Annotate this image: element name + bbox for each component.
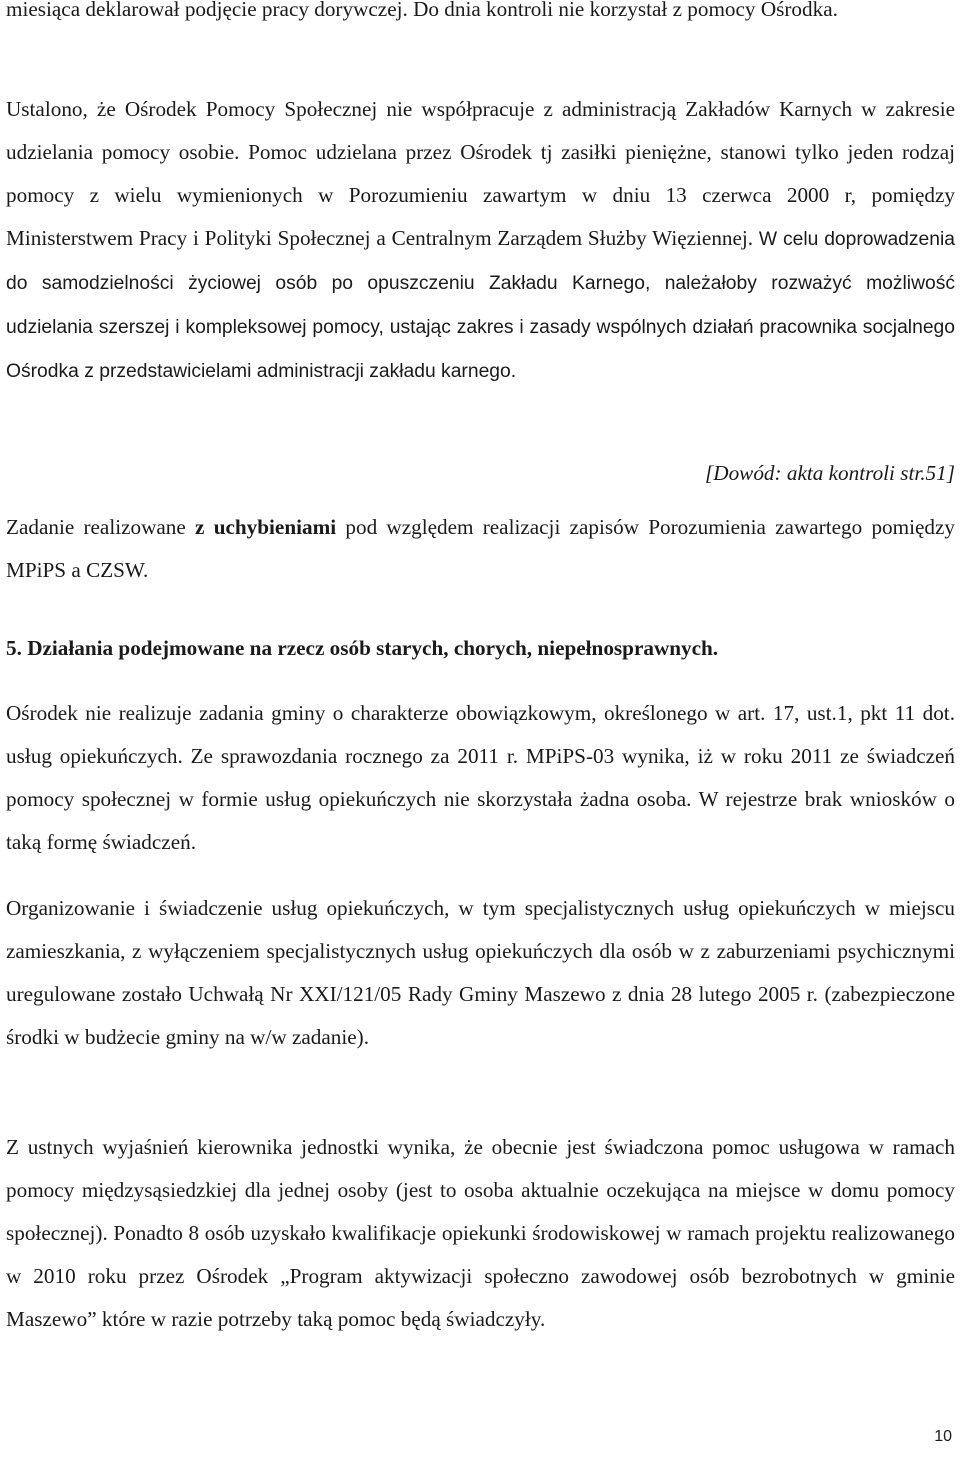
- section-heading-text: 5. Działania podejmowane na rzecz osób starych, chorych, niepełnosprawnych.: [6, 636, 719, 660]
- paragraph-continuation: [6, 0, 955, 31]
- paragraph-text: Organizowanie i świadczenie usług opiekuńczych, w tym specjalistycznych usług opiekuńczych w miejscu zamieszkania, z wyłączeniem specjalistycznych usług opiekuńczych dla osób w z zaburzeniami psychicznymi uregulowane zostało Uchwałą Nr XXI/121/05 Rady Gminy Maszewo z dnia 28 lutego 2005 r. (zabezpieczone środki w budżecie gminy na w/w zadanie).: [6, 896, 955, 1049]
- evidence-reference: [6, 452, 955, 495]
- paragraph-text: miesiąca deklarował podjęcie pracy dorywczej. Do dnia kontroli nie korzystał z pomocy Ośrodka.: [6, 0, 838, 21]
- page-number: 10: [934, 1428, 952, 1445]
- paragraph-text-serif: Ustalono, że Ośrodek Pomocy Społecznej nie współpracuje z administracją Zakładów Karnych w zakresie udzielania pomocy osobie. Pomoc udzielana przez Ośrodek tj zasiłki pieniężne, stanowi tylko jeden rodzaj pomocy z wielu wymienionych w Porozumieniu zawartym w dniu 13 czerwca 2000 r, pomiędzy Ministerstwem Pracy i Polityki Społecznej a Centralnym Zarządem Służby Więziennej.: [6, 97, 955, 250]
- paragraph-conclusion: [6, 506, 955, 592]
- evidence-text: [Dowód: akta kontroli str.51]: [705, 461, 955, 485]
- paragraph-explanations: [6, 1126, 955, 1341]
- paragraph-text: Z ustnych wyjaśnień kierownika jednostki wynika, że obecnie jest świadczona pomoc usługowa w ramach pomocy międzysąsiedzkiej dla jednej osoby (jest to osoba aktualnie oczekująca na miejsce w domu pomocy społecznej). Ponadto 8 osób uzyskało kwalifikacje opiekunki środowiskowej w ramach projektu realizowanego w 2010 roku przez Ośrodek „Program aktywizacji społeczno zawodowej osób bezrobotnych w gminie Maszewo” które w razie potrzeby taką pomoc będą świadczyły.: [6, 1135, 955, 1331]
- conclusion-bold-finding: z uchybieniami: [195, 515, 337, 539]
- paragraph-care-services: [6, 692, 955, 864]
- conclusion-text-start: Zadanie realizowane: [6, 515, 196, 539]
- paragraph-text-sans: W celu doprowadzenia do samodzielności życiowej osób po opuszczeniu Zakładu Karnego, należałoby rozważyć możliwość udzielania szerszej i kompleksowej pomocy, ustając zakres i zasady wspólnych działań pracownika socjalnego Ośrodka z przedstawicielami administracji zakładu karnego.: [6, 229, 955, 382]
- conclusion-text-end: pod względem realizacji zapisów Porozumienia zawartego pomiędzy MPiPS a CZSW.: [6, 515, 955, 582]
- paragraph-text: Ośrodek nie realizuje zadania gminy o charakterze obowiązkowym, określonego w art. 17, ust.1, pkt 11 dot. usług opiekuńczych. Ze sprawozdania rocznego za 2011 r. MPiPS-03 wynika, iż w roku 2011 ze świadczeń pomocy społecznej w formie usług opiekuńczych nie skorzystała żadna osoba. W rejestrze brak wniosków o taką formę świadczeń.: [6, 701, 955, 854]
- section-heading-5: [6, 627, 955, 670]
- paragraph-cooperation: [6, 88, 955, 393]
- paragraph-resolution: [6, 887, 955, 1059]
